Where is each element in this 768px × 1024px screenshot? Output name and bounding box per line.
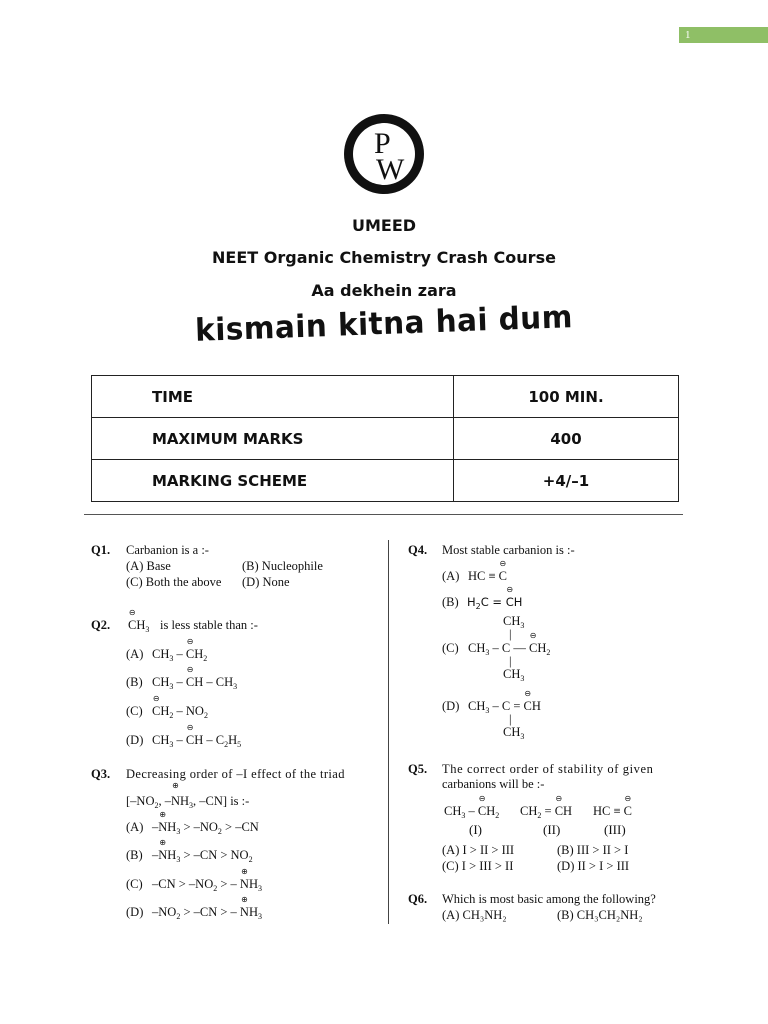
q5-option-b: (B) III > II > I xyxy=(557,843,629,857)
pw-logo xyxy=(343,113,425,195)
q1-option-a: (A) Base xyxy=(126,559,171,573)
q6-number: Q6. xyxy=(408,892,428,906)
q5-species-3: HC ≡ C ⊖ xyxy=(593,794,633,818)
q2-option-b-label: (B) xyxy=(126,675,143,689)
q4-c-top-methyl: $CH_3$ xyxy=(503,614,525,630)
q4-d-bond-down: | xyxy=(509,712,512,726)
q4-option-d-formula: $CH_3 - C = C$ ⊖ H xyxy=(468,689,541,715)
q4-option-c-formula: $CH_3$ – C — C ⊖ $H_2$ xyxy=(468,631,551,657)
info-label: TIME xyxy=(92,376,454,418)
exam-info-table xyxy=(91,375,679,502)
q5-species-1: $CH_3$ – C ⊖ $H_2$ xyxy=(444,794,500,820)
info-value: 400 xyxy=(454,418,679,460)
q5-text-line1: The correct order of stability of given xyxy=(442,762,654,776)
q6-text: Which is most basic among the following? xyxy=(442,892,656,906)
q5-option-a: (A) I > II > III xyxy=(442,843,515,857)
q4-c-bottom-methyl: $CH_3$ xyxy=(503,667,525,683)
q6-option-b: (B) CH₃CH₂NH₂ xyxy=(557,908,643,922)
banner-tagline: kismain kitna hai dum xyxy=(194,299,574,349)
q4-c-bond-up: | xyxy=(509,627,512,641)
q3-option-c-formula: $-CN > -NO_2$ > – N ⊕ $H_3$ xyxy=(152,867,262,893)
q1-option-d: (D) None xyxy=(242,575,290,589)
column-divider xyxy=(388,540,389,924)
q2-option-c-formula: C ⊖ $H_2 - NO_2$ xyxy=(152,694,208,720)
q3-option-c-label: (C) xyxy=(126,877,143,891)
q4-option-d-label: (D) xyxy=(442,699,460,713)
q4-text: Most stable carbanion is :- xyxy=(442,543,575,557)
q2-option-a-label: (A) xyxy=(126,647,144,661)
q3-triad-end: ] is :- xyxy=(222,794,250,808)
course-title: NEET Organic Chemistry Crash Course xyxy=(212,248,556,267)
svg-text:W: W xyxy=(376,153,405,186)
q4-c-bond-down: | xyxy=(509,654,512,668)
table-row xyxy=(92,376,679,418)
q3-option-b-label: (B) xyxy=(126,848,143,862)
q2-option-b-formula: $CH_3$ – C ⊖ H – $CH_3$ xyxy=(152,665,238,691)
q4-option-a-label: (A) xyxy=(442,569,460,583)
info-label: MAXIMUM MARKS xyxy=(92,418,454,460)
q2-option-c-label: (C) xyxy=(126,704,143,718)
q2-option-d-label: (D) xyxy=(126,733,144,747)
q4-option-b-label: (B) xyxy=(442,595,459,609)
info-label: MARKING SCHEME xyxy=(92,460,454,502)
q4-option-c-label: (C) xyxy=(442,641,459,655)
q5-label-3: (III) xyxy=(604,822,626,837)
table-row xyxy=(92,460,679,502)
q6-option-a: (A) CH₃NH₂ xyxy=(442,908,507,922)
q3-text: Decreasing order of –I effect of the triad xyxy=(126,767,345,781)
q4-option-a-formula: HC ≡ C ⊖ xyxy=(468,559,508,583)
q3-option-a-formula: –N ⊕ $H_3 > -NO_2 > -CN$ xyxy=(152,810,259,836)
info-value: +4/–1 xyxy=(454,460,679,502)
q2-number: Q2. xyxy=(91,618,111,632)
q5-label-1: (I) xyxy=(469,822,482,837)
q3-option-d-formula: $-NO_2 > -CN$ > – N ⊕ $H_3$ xyxy=(152,895,262,921)
q3-option-b-formula: –N ⊕ $H_3 > -CN > NO_2$ xyxy=(152,838,253,864)
q5-option-d: (D) II > I > III xyxy=(557,859,630,873)
q5-option-c: (C) I > III > II xyxy=(442,859,514,873)
q1-option-c: (C) Both the above xyxy=(126,575,222,589)
svg-text:P: P xyxy=(374,127,391,160)
q1-text: Carbanion is a :- xyxy=(126,543,209,557)
q5-label-2: (II) xyxy=(543,822,561,837)
q4-option-b-formula: $H_2C = C$ ⊖ H xyxy=(467,585,523,611)
page-number-badge: 1 xyxy=(679,27,768,43)
table-row xyxy=(92,418,679,460)
q3-number: Q3. xyxy=(91,767,111,781)
q3-triad: [$-NO_2$, –N ⊕ $H_3$, –CN] is :- xyxy=(126,781,250,810)
q4-number: Q4. xyxy=(408,543,428,557)
course-subtitle: Aa dekhein zara xyxy=(311,281,457,300)
q5-text-line2: carbanions will be :- xyxy=(442,777,545,791)
q5-number: Q5. xyxy=(408,762,428,776)
q2-option-a-formula: $CH_3$ – C ⊖ $H_2$ xyxy=(152,637,208,663)
course-brand: UMEED xyxy=(351,216,417,235)
q3-option-a-label: (A) xyxy=(126,820,144,834)
q5-species-2: $CH_2 = C$ ⊖ H xyxy=(520,794,573,820)
q2-stem-formula: C ⊖ $H_3$ xyxy=(128,608,150,634)
info-value: 100 MIN. xyxy=(454,376,679,418)
q4-d-bottom-methyl: $CH_3$ xyxy=(503,725,525,741)
section-divider xyxy=(84,514,683,515)
q2-option-d-formula: $CH_3$ – C ⊖ H – $C_2H_5$ xyxy=(152,723,242,749)
q2-text: is less stable than :- xyxy=(160,618,258,632)
q3-option-d-label: (D) xyxy=(126,905,144,919)
q1-option-b: (B) Nucleophile xyxy=(242,559,323,573)
q1-number: Q1. xyxy=(91,543,111,557)
